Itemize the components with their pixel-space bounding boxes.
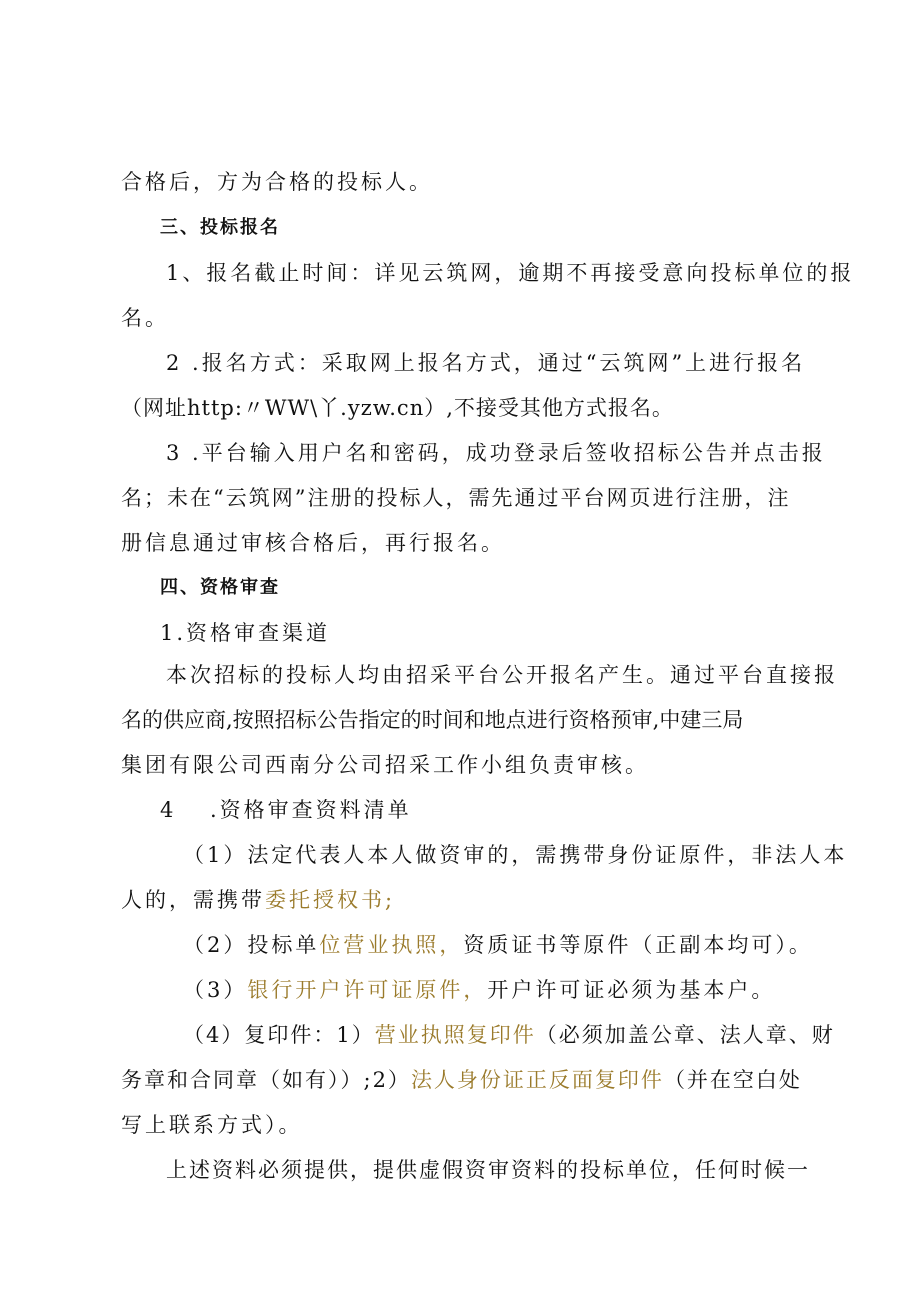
requirement-text: 务章和合同章（如有））;2） [121, 1068, 411, 1092]
highlighted-text: 银行开户许可证原件， [247, 978, 488, 1002]
item-registration-method-cont: （网址http:〃WW\丫.yzw.cn）,不接受其他方式报名。 [121, 396, 674, 420]
item-registration-method: 2 .报名方式：采取网上报名方式，通过“云筑网”上进行报名 [166, 351, 806, 375]
requirement-text: （2）投标单 [183, 933, 320, 957]
highlighted-text: 营业执照复印件 [374, 1023, 536, 1047]
highlighted-text: 委托授权书; [265, 888, 396, 912]
item-qualification-materials: .资格审查资料清单 [210, 798, 412, 822]
section-heading-qualification: 四、资格审查 [160, 577, 280, 598]
item-platform-login-cont: 册信息通过审核合格后，再行报名。 [121, 531, 505, 555]
item-qualification-channel: 1.资格审查渠道 [160, 621, 331, 645]
highlighted-text: 位营业执照， [319, 933, 464, 957]
paragraph-channel-cont: 名的供应商,按照招标公告指定的时间和地点进行资格预审,中建三局 [121, 708, 744, 732]
requirement-1: （1）法定代表人本人做资审的，需携带身份证原件，非法人本 [183, 843, 848, 867]
requirement-text: （并在空白处 [663, 1068, 802, 1092]
requirement-text: （必须加盖公章、法人章、财 [535, 1023, 835, 1047]
requirement-4 [183, 1020, 835, 1050]
paragraph-channel: 本次招标的投标人均由招采平台公开报名产生。通过平台直接报 [166, 663, 838, 687]
requirement-text: 开户许可证必须为基本户。 [487, 978, 776, 1002]
item-number: 4 [160, 798, 177, 822]
requirement-4-cont: 写上联系方式）。 [121, 1113, 303, 1137]
paragraph-closing: 上述资料必须提供，提供虚假资审资料的投标单位，任何时候一 [166, 1158, 810, 1182]
requirement-3 [183, 975, 775, 1005]
requirement-text: 资质证书等原件（正副本均可）。 [463, 933, 813, 957]
requirement-text: （3） [183, 978, 248, 1002]
section-heading-registration: 三、投标报名 [160, 217, 280, 238]
requirement-text: （4）复印件：1） [183, 1023, 375, 1047]
item-platform-login: 3 .平台输入用户名和密码，成功登录后签收招标公告并点击报 [166, 441, 826, 465]
requirement-4-cont [121, 1065, 802, 1095]
paragraph-line: 合格后，方为合格的投标人。 [121, 170, 433, 194]
item-registration-deadline: 1、报名截止时间：详见云筑网，逾期不再接受意向投标单位的报 [166, 261, 855, 285]
requirement-1-cont [121, 885, 395, 915]
highlighted-text: 法人身份证正反面复印件 [410, 1068, 664, 1092]
requirement-text: 人的，需携带 [121, 888, 265, 912]
requirement-2 [183, 930, 813, 960]
item-platform-login-cont: 名；未在“云筑网”注册的投标人，需先通过平台网页进行注册，注 [121, 486, 791, 510]
item-registration-deadline-cont: 名。 [121, 306, 169, 330]
paragraph-channel-cont: 集团有限公司西南分公司招采工作小组负责审核。 [121, 753, 649, 777]
